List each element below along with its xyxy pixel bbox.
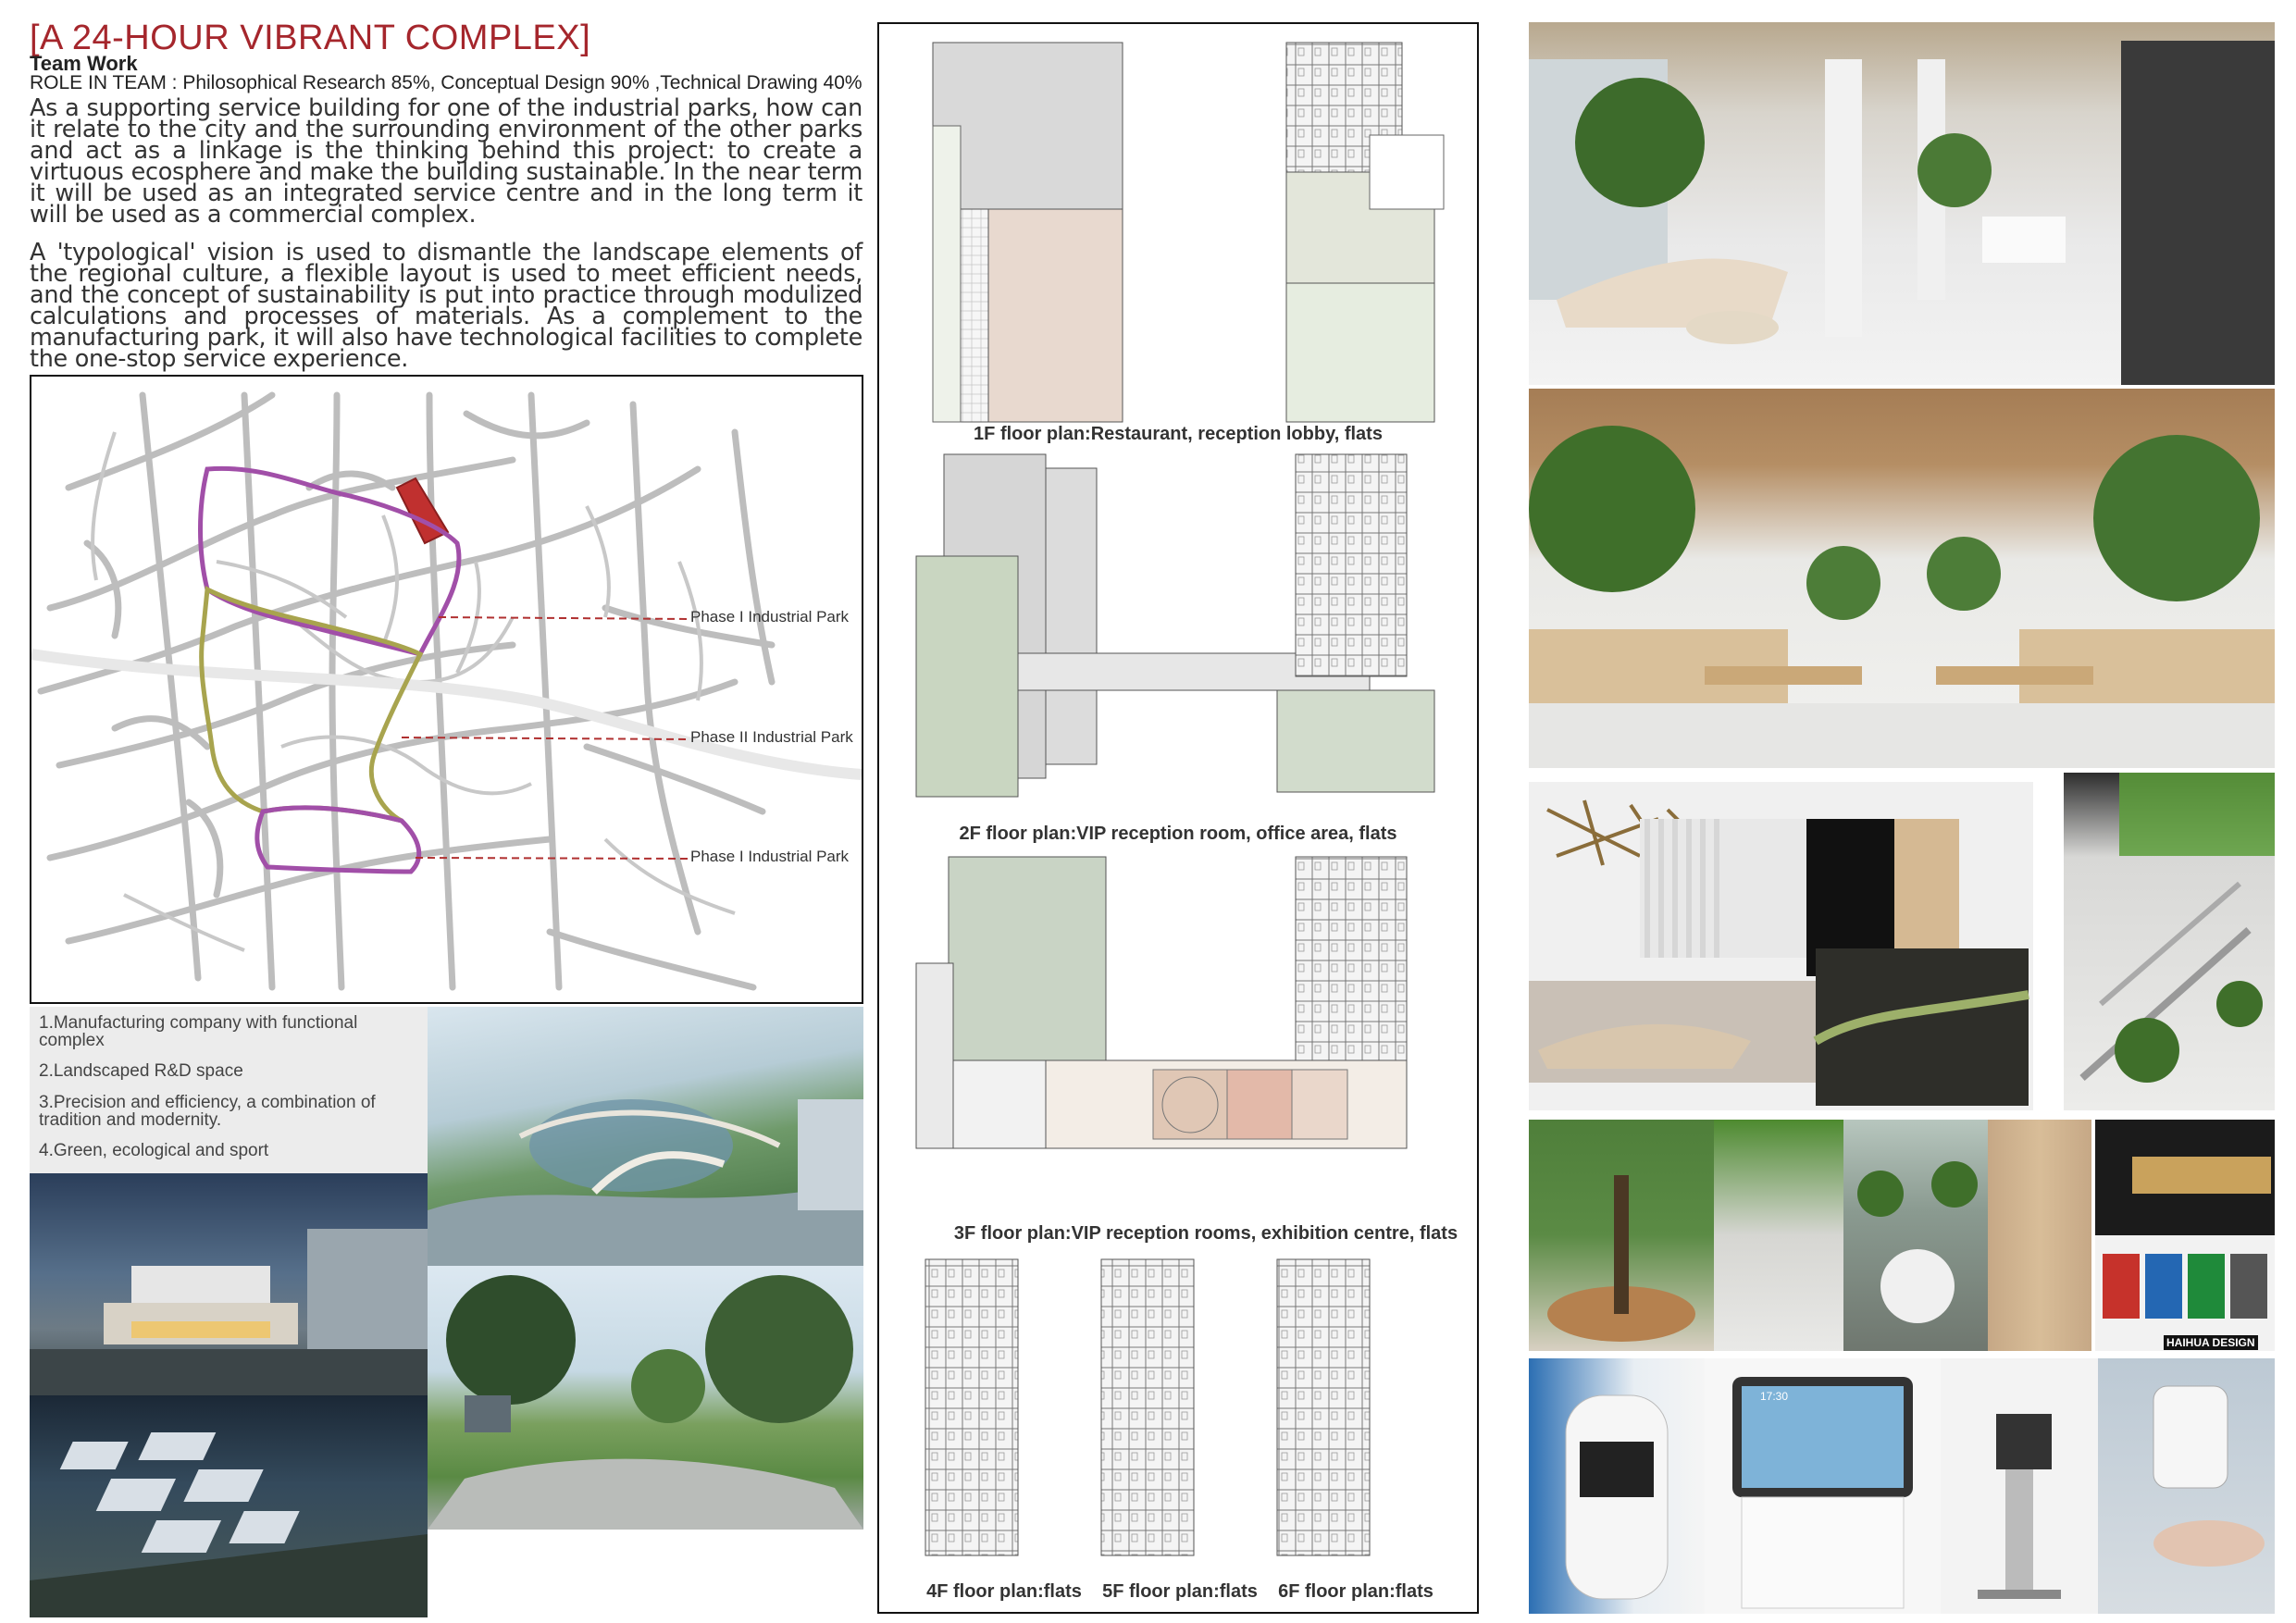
role-label: ROLE IN TEAM : Philosophical Research 85%, Conceptual Design 90% ,Technical Drawing 40%	[30, 72, 863, 93]
page-title: [A 24-HOUR VIBRANT COMPLEX]	[30, 19, 591, 57]
green-wall-photo	[1714, 1120, 1843, 1351]
concept-item-3: 3.Precision and efficiency, a combination of tradition and modernity.	[39, 1093, 376, 1130]
caption-3f: 3F floor plan:VIP reception rooms, exhibition centre, flats	[953, 1223, 1458, 1244]
caption-1f: 1F floor plan:Restaurant, reception lobby, flats	[974, 424, 1383, 444]
service-robot-drawing	[1529, 1358, 1705, 1614]
park-aerial-render	[428, 1007, 863, 1266]
courtyard-photo	[1843, 1120, 1988, 1351]
medical-station	[1941, 1358, 2098, 1614]
plan-1f	[933, 43, 1444, 422]
intro-paragraph-2: A 'typological' vision is used to dismantle the landscape elements of the regional culture, a flexible layout is used to meet efficient needs, and the concept of sustainability is put into practice through modulized calculations and processes of materials. As a complement to the manufacturing park, it will also have technological facilities to complete the one-stop service experience.	[30, 239, 863, 373]
site-map	[30, 375, 863, 1004]
staircase-drawing	[2064, 773, 2275, 1110]
site-map-drawing	[31, 377, 862, 1002]
tree-planter-drawing	[1529, 1120, 1714, 1351]
map-label-phase1-north: Phase I Industrial Park	[690, 608, 850, 626]
haihua-logo-text: HAIHUA DESIGN	[2164, 1335, 2258, 1350]
lobby-render	[1529, 22, 2275, 385]
campus-aerial-render	[30, 1395, 428, 1617]
concept-item-1: 1.Manufacturing company with functional complex	[39, 1013, 358, 1050]
caption-5f: 5F floor plan:flats	[1102, 1581, 1258, 1602]
concept-list	[30, 1007, 428, 1173]
plan-3f	[916, 857, 1407, 1148]
atrium-drawing	[1529, 389, 2275, 768]
self-service-kiosk	[1705, 1358, 1941, 1614]
signage-sample	[2095, 1120, 2275, 1235]
signage-drawing	[2095, 1120, 2275, 1235]
concept-item-4: 4.Green, ecological and sport	[39, 1141, 269, 1160]
recycling-bins-drawing	[2095, 1235, 2275, 1337]
campus-aerial-drawing	[30, 1395, 428, 1617]
atrium-render	[1529, 389, 2275, 768]
recycling-bins	[2095, 1235, 2275, 1351]
floor-plan-panel	[877, 22, 1479, 1614]
map-label-phase2: Phase II Industrial Park	[690, 728, 853, 746]
sanitizer-dispenser	[2098, 1358, 2275, 1614]
caption-6f: 6F floor plan:flats	[1278, 1581, 1433, 1602]
kiosk-drawing	[1705, 1358, 1941, 1614]
tree-planter-photo	[1529, 1120, 1714, 1351]
building-dusk-render	[30, 1173, 428, 1395]
material-collage-drawing	[1529, 782, 2033, 1110]
map-label-phase1-south: Phase I Industrial Park	[690, 848, 850, 865]
concept-item-2: 2.Landscaped R&D space	[39, 1061, 243, 1081]
kiosk-time-display: 17:30	[1760, 1390, 1789, 1403]
team-label: Team Work	[30, 52, 138, 75]
caption-2f: 2F floor plan:VIP reception room, office area, flats	[959, 824, 1397, 844]
caption-4f: 4F floor plan:flats	[926, 1581, 1082, 1602]
park-plaza-render	[428, 1266, 863, 1530]
intro-paragraph-1: As a supporting service building for one of the industrial parks, how can it relate to the city and the surrounding environment of the other parks and act as a linkage is the thinking behind this project: to create a virtuous ecosphere and make the building sustainable. In the near term it will be used as an integrated service centre and in the long term it will be used as a commercial complex.	[30, 94, 863, 229]
park-plaza-drawing	[428, 1266, 863, 1530]
medical-station-drawing	[1941, 1358, 2098, 1614]
lobby-drawing	[1529, 22, 2275, 385]
courtyard-drawing	[1843, 1120, 1988, 1351]
plan-upper-floors	[925, 1259, 1370, 1555]
service-robot-photo	[1529, 1358, 1705, 1614]
building-dusk-drawing	[30, 1173, 428, 1395]
wood-sample	[1988, 1120, 2091, 1351]
material-collage	[1529, 782, 2033, 1110]
plan-2f	[916, 454, 1434, 797]
sanitizer-drawing	[2098, 1358, 2275, 1614]
floor-plans-drawing	[879, 24, 1477, 1612]
park-aerial-drawing	[428, 1007, 863, 1266]
staircase-render	[2064, 773, 2275, 1110]
